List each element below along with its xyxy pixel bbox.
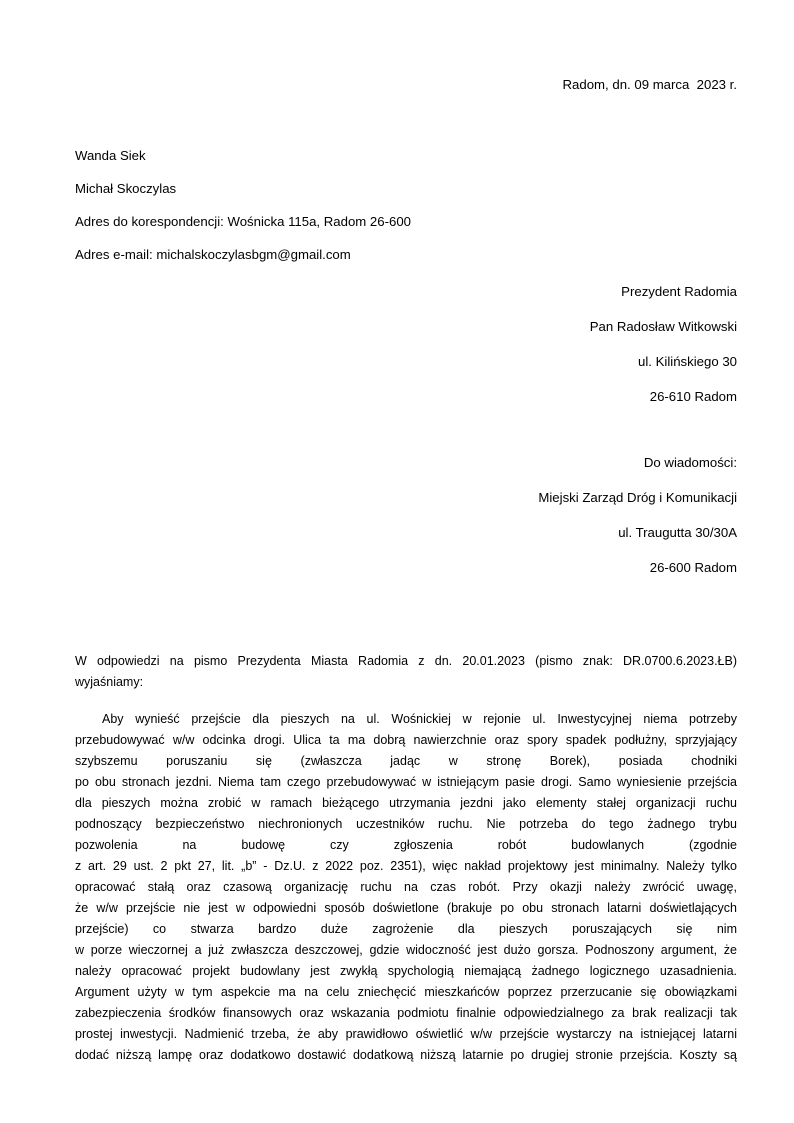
body-line: pozwolenia na budowę czy zgłoszenia robót budowlanych (zgodnie bbox=[75, 838, 737, 852]
recipient-line: Prezydent Radomia bbox=[621, 284, 737, 299]
body-line: Aby wynieść przejście dla pieszych na ul. Wośnickiej w rejonie ul. Inwestycyjnej niema potrzeby bbox=[102, 712, 737, 726]
body-line: szybszemu poruszaniu się (zwłaszcza jadąc w stronę Borek), posiada chodniki bbox=[75, 754, 737, 768]
cc-line: 26-600 Radom bbox=[649, 560, 737, 575]
body-line: dla pieszych można zrobić w ramach bieżącego utrzymania jezdni jako elementy stałej organizacji ruchu bbox=[75, 796, 737, 810]
body-line: prostej inwestycji. Nadmienić trzeba, że aby prawidłowo oświetlić w/w przejście wystarczy na istniejącej latarni bbox=[75, 1027, 737, 1041]
body-line: z art. 29 ust. 2 pkt 27, lit. „b” - Dz.U. z 2022 poz. 2351), więc nakład projektowy jest minimalny. Należy tylko bbox=[75, 859, 737, 873]
body-line: że w/w przejście nie jest w odpowiedni sposób doświetlone (brakuje po obu stronach latarni doświetlających bbox=[75, 901, 737, 915]
body-line: Argument użyty w tym aspekcie ma na celu zniechęcić mieszkańców poprzez przerzucanie się obowiązkami bbox=[75, 985, 737, 999]
recipient-line: 26-610 Radom bbox=[649, 389, 737, 404]
body-line: po obu stronach jezdni. Niema tam czego przebudowywać w istniejącym pasie drogi. Samo wyniesienie przejścia bbox=[75, 775, 737, 789]
body-line: dodać niższą lampę oraz dodatkowo dostawić dodatkową niższą latarnie po drugiej stronie przejścia. Koszty są bbox=[75, 1048, 737, 1062]
body-line: przebudowywać w/w odcinka drogi. Ulica ta ma dobrą nawierzchnie oraz spory spadek podłużny, sprzyjający bbox=[75, 733, 737, 747]
cc-line: Miejski Zarząd Dróg i Komunikacji bbox=[538, 490, 737, 505]
body-line: podnoszący bezpieczeństwo niechronionych uczestników ruchu. Nie potrzeba do tego żadnego trybu bbox=[75, 817, 737, 831]
intro-paragraph bbox=[75, 651, 737, 693]
intro-line: W odpowiedzi na pismo Prezydenta Miasta Radomia z dn. 20.01.2023 (pismo znak: DR.0700.6.2023.ŁB) bbox=[75, 654, 737, 668]
recipient-line: ul. Kilińskiego 30 bbox=[638, 354, 737, 369]
date-line: Radom, dn. 09 marca 2023 r. bbox=[562, 77, 737, 92]
recipient-block bbox=[75, 281, 737, 421]
recipient-line: Pan Radosław Witkowski bbox=[589, 319, 737, 334]
cc-line: Do wiadomości: bbox=[643, 455, 737, 470]
sender-line: Wanda Siek bbox=[75, 148, 146, 163]
intro-line: wyjaśniamy: bbox=[75, 675, 144, 689]
body-paragraph bbox=[75, 709, 737, 1066]
sender-line: Michał Skoczylas bbox=[75, 181, 177, 196]
body-line: przejście) co stwarza bardzo duże zagrożenie dla pieszych poruszających się nim bbox=[75, 922, 737, 936]
sender-line: Adres e-mail: michalskoczylasbgm@gmail.com bbox=[75, 247, 351, 262]
sender-block bbox=[75, 145, 737, 277]
cc-block bbox=[75, 452, 737, 592]
sender-line: Adres do korespondencji: Wośnicka 115a, Radom 26-600 bbox=[75, 214, 411, 229]
body-line: zabezpieczenia środków finansowych oraz wskazania podmiotu finalnie odpowiedzialnego za brak realizacji tak bbox=[75, 1006, 737, 1020]
body-line: należy opracować projekt budowlany jest zwykłą spychologią niemającą żadnego logicznego uzasadnienia. bbox=[75, 964, 737, 978]
body-line: opracować stałą oraz czasową organizację ruchu na czas robót. Przy okazji należy zwrócić uwagę, bbox=[75, 880, 737, 894]
body-line: w porze wieczornej a już zwłaszcza deszczowej, gdzie widoczność jest dużo gorsza. Podnoszony argument, że bbox=[75, 943, 737, 957]
cc-line: ul. Traugutta 30/30A bbox=[618, 525, 737, 540]
